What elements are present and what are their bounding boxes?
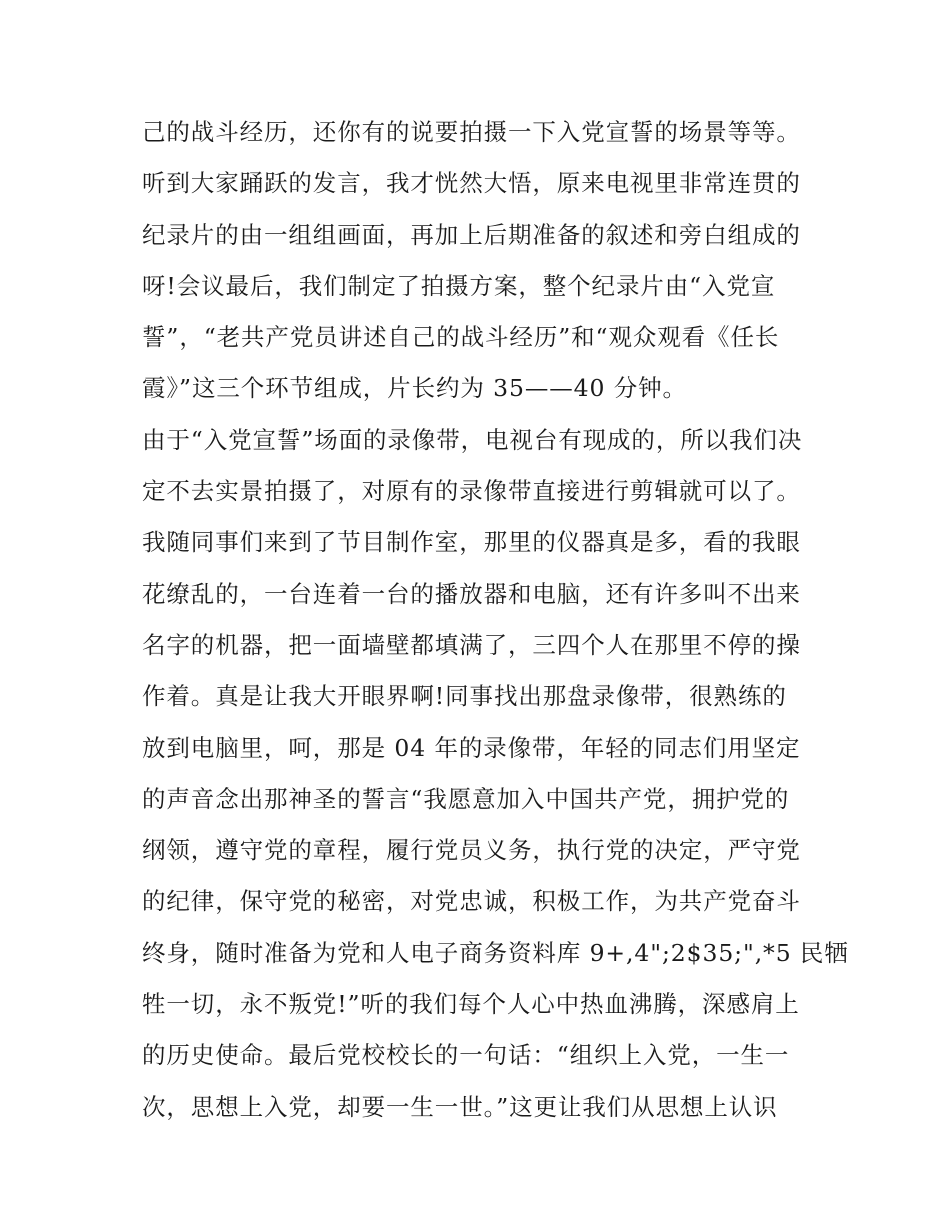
text-line: 的声音念出那神圣的誓言“我愿意加入中国共产党，拥护党的 — [142, 784, 790, 813]
text-line: 放到电脑里，呵，那是 04 年的录像带，年轻的同志们用坚定 — [142, 733, 801, 762]
text-line: 花缭乱的，一台连着一台的播放器和电脑，还有许多叫不出来 — [142, 579, 801, 608]
text-line: 的历史使命。最后党校校长的一句话：“组织上入党，一生一 — [142, 1041, 790, 1070]
text-line: 定不去实景拍摄了，对原有的录像带直接进行剪辑就可以了。 — [142, 477, 801, 506]
text-line: 的纪律，保守党的秘密，对党忠诚，积极工作，为共产党奋斗 — [142, 887, 801, 916]
text-line: 由于“入党宣誓”场面的录像带，电视台有现成的，所以我们决 — [142, 425, 803, 454]
text-line: 霞》”这三个环节组成，片长约为 35——40 分钟。 — [142, 374, 687, 403]
text-line: 终身，随时准备为党和人电子商务资料库 9+,4";2$35;",*5 民牺 — [142, 938, 849, 967]
text-line: 牲一切，永不叛党!”听的我们每个人心中热血沸腾，深感肩上 — [142, 990, 800, 1019]
text-line: 纪录片的由一组组画面，再加上后期准备的叙述和旁白组成的 — [142, 220, 801, 249]
document-body — [142, 107, 849, 1133]
text-line: 次，思想上入党，却要一生一世。”这更让我们从思想上认识 — [142, 1092, 778, 1121]
text-line: 作着。真是让我大开眼界啊!同事找出那盘录像带，很熟练的 — [142, 682, 787, 711]
text-line: 我随同事们来到了节目制作室，那里的仪器真是多，看的我眼 — [142, 528, 801, 557]
text-line: 纲领，遵守党的章程，履行党员义务，执行党的决定，严守党 — [142, 836, 801, 865]
text-line: 呀!会议最后，我们制定了拍摄方案，整个纪录片由“入党宣 — [142, 271, 776, 300]
text-line: 名字的机器，把一面墙壁都填满了，三四个人在那里不停的操 — [142, 630, 801, 659]
text-line: 听到大家踊跃的发言，我才恍然大悟，原来电视里非常连贯的 — [142, 169, 801, 198]
text-line: 己的战斗经历，还你有的说要拍摄一下入党宣誓的场景等等。 — [142, 118, 801, 146]
text-line: 誓”，“老共产党员讲述自己的战斗经历”和“观众观看《任长 — [142, 323, 780, 352]
